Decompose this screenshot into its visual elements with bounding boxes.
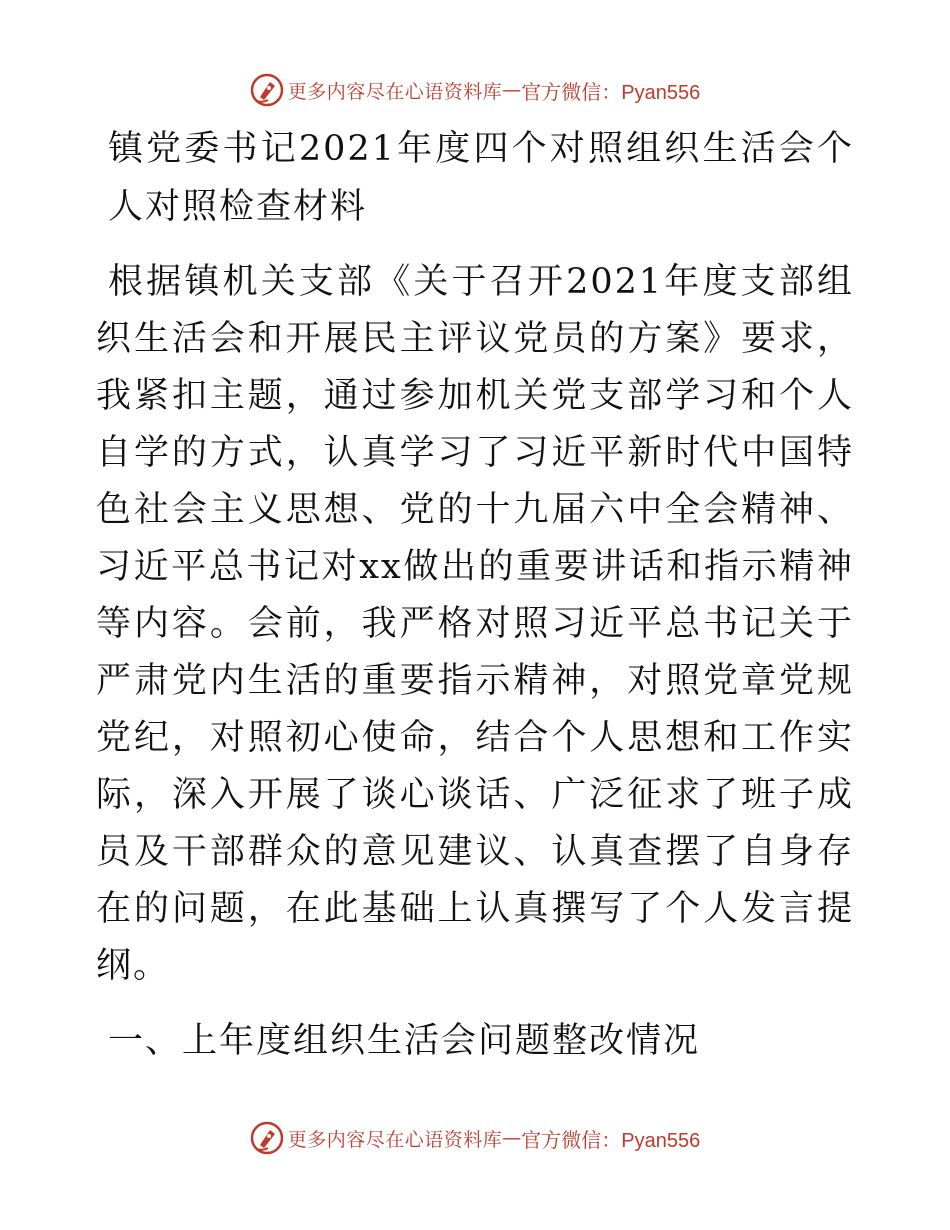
watermark-dash: —	[502, 79, 522, 101]
watermark-text: 更多内容尽在心语资料库	[287, 1128, 503, 1151]
watermark-account: 官方微信：Pyan556	[521, 81, 701, 104]
pen-nib-logo-icon	[250, 1121, 284, 1155]
watermark-dash: —	[502, 1127, 522, 1149]
watermark-text: 更多内容尽在心语资料库	[287, 80, 503, 103]
pen-nib-logo-icon	[250, 73, 284, 107]
header-watermark	[0, 70, 950, 110]
section-heading-1: 一、上年度组织生活会问题整改情况	[108, 1021, 701, 1061]
watermark-account: 官方微信：Pyan556	[521, 1129, 701, 1152]
footer-watermark	[0, 1118, 950, 1158]
paragraph-1: 根据镇机关支部《关于召开2021年度支部组织生活会和开展民主评议党员的方案》要求，我紧扣主题，通过参加机关党支部学习和个人自学的方式，认真学习了习近平新时代中国特色社会主义思想、党的十九届六中全会精神、习近平总书记对xx做出的重要讲话和指示精神等内容。会前，我严格对照习近平总书记关于严肃党内生活的重要指示精神，对照党章党规党纪，对照初心使命，结合个人思想和工作实际，深入开展了谈心谈话、广泛征求了班子成员及干部群众的意见建议、认真查摆了自身存在的问题，在此基础上认真撰写了个人发言提纲。	[96, 262, 854, 986]
document-body	[96, 120, 854, 1070]
document-title: 镇党委书记2021年度四个对照组织生活会个人对照检查材料	[108, 129, 854, 227]
